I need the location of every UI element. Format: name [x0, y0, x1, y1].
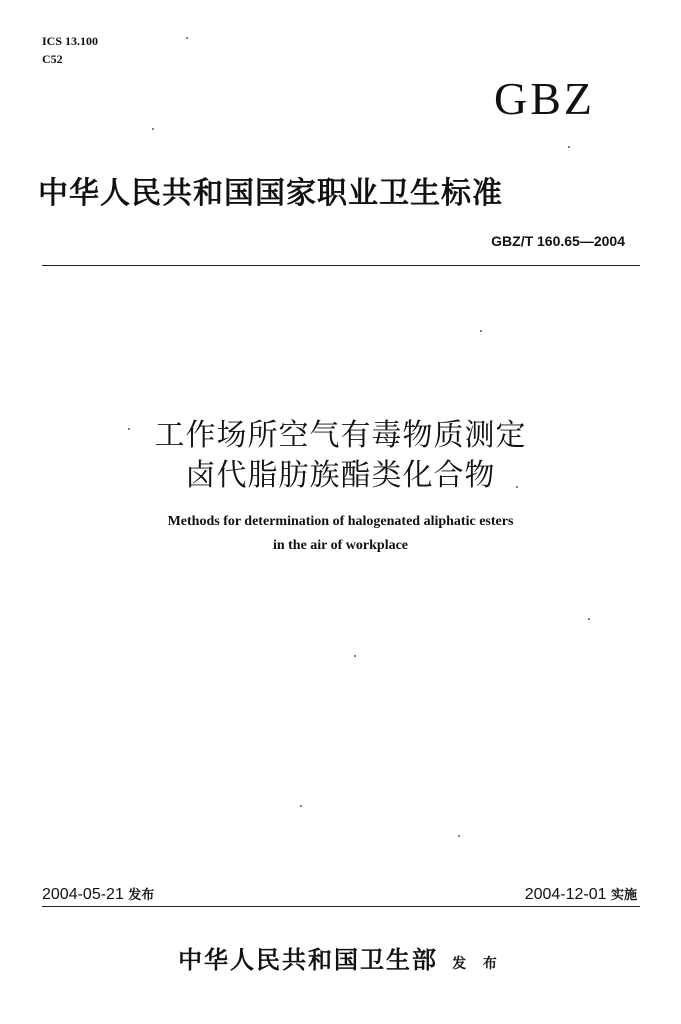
effective-label: 实施	[610, 888, 637, 903]
scan-speck	[516, 486, 518, 488]
english-title-line-1: Methods for determination of halogenated aliphatic esters	[167, 514, 514, 529]
effective-date-block	[525, 884, 637, 904]
standard-title: 中华人民共和国国家职业卫生标准	[38, 176, 503, 211]
scan-speck	[128, 428, 130, 430]
ccs-code: C52	[42, 52, 63, 66]
scan-speck	[300, 805, 302, 807]
issue-label: 发布	[128, 888, 155, 903]
english-title-line-2: in the air of workplace	[272, 538, 409, 553]
scan-speck	[568, 146, 570, 148]
effective-date: 2004-12-01	[524, 886, 607, 903]
issuer-label: 发 布	[452, 956, 503, 972]
scan-speck	[480, 330, 482, 332]
scan-speck	[588, 618, 590, 620]
chinese-title-line-1: 工作场所空气有毒物质测定	[154, 418, 527, 453]
scan-speck	[458, 835, 460, 837]
scan-speck	[152, 128, 154, 130]
ics-code: ICS 13.100	[42, 34, 99, 48]
scan-speck	[354, 655, 356, 657]
issue-date: 2004-05-21	[42, 886, 124, 903]
gbz-logo: GBZ	[494, 73, 595, 124]
chinese-title-line-2: 卤代脂肪族酯类化合物	[185, 458, 496, 493]
standard-number: GBZ/T 160.65—2004	[491, 233, 625, 249]
issue-date-block	[42, 884, 154, 904]
issuer-block	[0, 940, 681, 975]
top-divider	[42, 265, 640, 266]
bottom-divider	[42, 906, 640, 907]
scan-speck	[186, 37, 188, 39]
issuer-name: 中华人民共和国卫生部	[178, 945, 439, 974]
classification-codes	[42, 32, 98, 68]
